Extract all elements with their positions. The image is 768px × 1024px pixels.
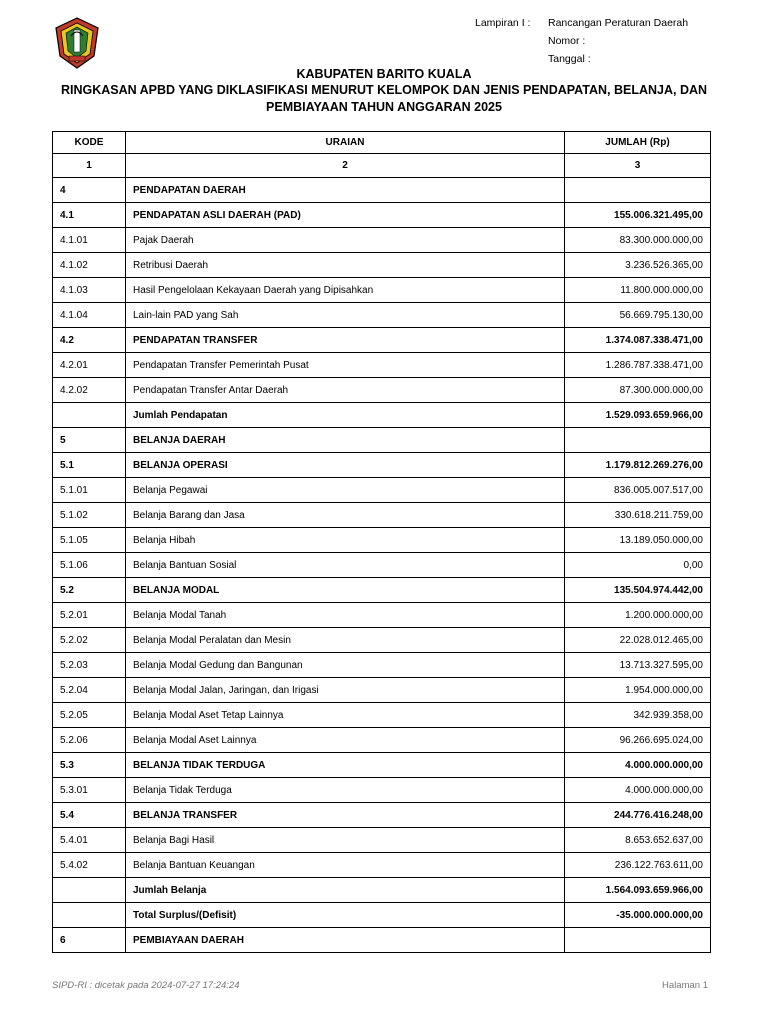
nomor-label: Nomor :: [548, 35, 586, 47]
row-jumlah: 1.286.787.338.471,00: [565, 353, 711, 378]
row-uraian: Belanja Barang dan Jasa: [126, 503, 565, 528]
row-jumlah: 330.618.211.759,00: [565, 503, 711, 528]
table-row: [53, 178, 711, 203]
row-kode: 4.1.01: [53, 228, 126, 253]
table-row: [53, 803, 711, 828]
row-kode: 5.4.01: [53, 828, 126, 853]
table-row: [53, 903, 711, 928]
print-timestamp: SIPD-RI : dicetak pada 2024-07-27 17:24:24: [52, 980, 240, 991]
row-jumlah: 1.564.093.659.966,00: [565, 878, 711, 903]
regency-logo: [52, 16, 102, 70]
row-kode: 5.2.05: [53, 703, 126, 728]
row-uraian: PENDAPATAN ASLI DAERAH (PAD): [126, 203, 565, 228]
lampiran-value: Rancangan Peraturan Daerah: [548, 17, 689, 29]
row-uraian: Hasil Pengelolaan Kekayaan Daerah yang Dipisahkan: [126, 278, 565, 303]
table-row: [53, 278, 711, 303]
row-uraian: BELANJA TRANSFER: [126, 803, 565, 828]
table-row: [53, 478, 711, 503]
row-kode: [53, 403, 126, 428]
row-uraian: Pajak Daerah: [126, 228, 565, 253]
row-jumlah: 13.713.327.595,00: [565, 653, 711, 678]
tanggal-label: Tanggal :: [548, 53, 591, 65]
row-jumlah: -35.000.000.000,00: [565, 903, 711, 928]
row-kode: 4.1: [53, 203, 126, 228]
table-row: [53, 728, 711, 753]
table-row: [53, 328, 711, 353]
row-kode: 5.3.01: [53, 778, 126, 803]
table-row: [53, 353, 711, 378]
row-kode: 4.2.02: [53, 378, 126, 403]
row-kode: 4: [53, 178, 126, 203]
row-jumlah: [565, 178, 711, 203]
row-kode: 4.1.02: [53, 253, 126, 278]
document-title: [0, 67, 768, 116]
table-body: [53, 178, 711, 953]
table-row: [53, 528, 711, 553]
table-row: [53, 203, 711, 228]
table-row: [53, 928, 711, 953]
row-kode: [53, 878, 126, 903]
row-jumlah: 4.000.000.000,00: [565, 753, 711, 778]
title-line-2: RINGKASAN APBD YANG DIKLASIFIKASI MENURUT KELOMPOK DAN JENIS PENDAPATAN, BELANJA, DAN: [60, 83, 708, 97]
row-uraian: Pendapatan Transfer Pemerintah Pusat: [126, 353, 565, 378]
row-uraian: Belanja Modal Jalan, Jaringan, dan Irigasi: [126, 678, 565, 703]
row-jumlah: 56.669.795.130,00: [565, 303, 711, 328]
row-uraian: Belanja Modal Gedung dan Bangunan: [126, 653, 565, 678]
row-jumlah: 3.236.526.365,00: [565, 253, 711, 278]
table-row: [53, 653, 711, 678]
header-uraian: URAIAN: [126, 132, 565, 154]
row-uraian: Belanja Bantuan Keuangan: [126, 853, 565, 878]
row-jumlah: 8.653.652.637,00: [565, 828, 711, 853]
row-uraian: PEMBIAYAAN DAERAH: [126, 928, 565, 953]
row-jumlah: 836.005.007.517,00: [565, 478, 711, 503]
row-uraian: Lain-lain PAD yang Sah: [126, 303, 565, 328]
row-jumlah: 87.300.000.000,00: [565, 378, 711, 403]
table-row: [53, 553, 711, 578]
row-kode: 5: [53, 428, 126, 453]
row-jumlah: 1.529.093.659.966,00: [565, 403, 711, 428]
title-line-3: PEMBIAYAAN TAHUN ANGGARAN 2025: [266, 100, 502, 114]
table-row: [53, 228, 711, 253]
row-kode: 5.3: [53, 753, 126, 778]
row-uraian: Belanja Tidak Terduga: [126, 778, 565, 803]
table-row: [53, 828, 711, 853]
table-row: [53, 878, 711, 903]
title-regency: KABUPATEN BARITO KUALA: [296, 67, 472, 81]
table-row: [53, 603, 711, 628]
row-kode: 5.2.02: [53, 628, 126, 653]
row-uraian: Belanja Modal Aset Tetap Lainnya: [126, 703, 565, 728]
row-jumlah: 22.028.012.465,00: [565, 628, 711, 653]
row-kode: 4.1.04: [53, 303, 126, 328]
row-uraian: Jumlah Belanja: [126, 878, 565, 903]
budget-summary-table: [52, 131, 711, 953]
row-uraian: BELANJA DAERAH: [126, 428, 565, 453]
col-number-2: 2: [126, 154, 565, 178]
row-kode: 6: [53, 928, 126, 953]
table-row: [53, 703, 711, 728]
row-jumlah: 1.954.000.000,00: [565, 678, 711, 703]
table-row: [53, 378, 711, 403]
row-jumlah: 236.122.763.611,00: [565, 853, 711, 878]
table-row: [53, 753, 711, 778]
column-number-row: [53, 154, 711, 178]
table-row: [53, 628, 711, 653]
row-jumlah: 4.000.000.000,00: [565, 778, 711, 803]
table-row: [53, 778, 711, 803]
row-kode: 5.4.02: [53, 853, 126, 878]
row-kode: 5.4: [53, 803, 126, 828]
row-kode: 5.2.04: [53, 678, 126, 703]
row-jumlah: 1.200.000.000,00: [565, 603, 711, 628]
row-uraian: Jumlah Pendapatan: [126, 403, 565, 428]
row-kode: 5.1: [53, 453, 126, 478]
row-jumlah: 83.300.000.000,00: [565, 228, 711, 253]
col-number-3: 3: [565, 154, 711, 178]
lampiran-label: Lampiran I :: [475, 17, 531, 29]
table-header-row: [53, 132, 711, 154]
row-jumlah: 342.939.358,00: [565, 703, 711, 728]
row-kode: 5.1.01: [53, 478, 126, 503]
row-uraian: Belanja Modal Aset Lainnya: [126, 728, 565, 753]
row-jumlah: 1.374.087.338.471,00: [565, 328, 711, 353]
row-kode: 5.1.05: [53, 528, 126, 553]
row-uraian: BELANJA TIDAK TERDUGA: [126, 753, 565, 778]
row-uraian: Belanja Modal Peralatan dan Mesin: [126, 628, 565, 653]
table-row: [53, 678, 711, 703]
row-jumlah: 13.189.050.000,00: [565, 528, 711, 553]
col-number-1: 1: [53, 154, 126, 178]
row-jumlah: [565, 428, 711, 453]
row-uraian: Total Surplus/(Defisit): [126, 903, 565, 928]
table-row: [53, 428, 711, 453]
header-kode: KODE: [53, 132, 126, 154]
table-row: [53, 853, 711, 878]
row-jumlah: 244.776.416.248,00: [565, 803, 711, 828]
row-kode: 4.1.03: [53, 278, 126, 303]
row-uraian: Belanja Modal Tanah: [126, 603, 565, 628]
table-row: [53, 453, 711, 478]
page-number: Halaman 1: [662, 980, 708, 991]
row-jumlah: 96.266.695.024,00: [565, 728, 711, 753]
row-kode: 4.2.01: [53, 353, 126, 378]
row-uraian: Pendapatan Transfer Antar Daerah: [126, 378, 565, 403]
row-uraian: Belanja Bagi Hasil: [126, 828, 565, 853]
table-row: [53, 403, 711, 428]
row-uraian: Retribusi Daerah: [126, 253, 565, 278]
row-kode: 5.2.06: [53, 728, 126, 753]
row-uraian: PENDAPATAN DAERAH: [126, 178, 565, 203]
row-uraian: Belanja Hibah: [126, 528, 565, 553]
table-row: [53, 578, 711, 603]
row-kode: [53, 903, 126, 928]
row-uraian: Belanja Pegawai: [126, 478, 565, 503]
row-kode: 4.2: [53, 328, 126, 353]
row-kode: 5.2.01: [53, 603, 126, 628]
row-kode: 5.2: [53, 578, 126, 603]
document-meta: [475, 14, 688, 68]
row-uraian: PENDAPATAN TRANSFER: [126, 328, 565, 353]
table-row: [53, 503, 711, 528]
row-kode: 5.1.06: [53, 553, 126, 578]
row-uraian: BELANJA MODAL: [126, 578, 565, 603]
row-kode: 5.2.03: [53, 653, 126, 678]
table-row: [53, 303, 711, 328]
table-row: [53, 253, 711, 278]
row-kode: 5.1.02: [53, 503, 126, 528]
row-jumlah: 1.179.812.269.276,00: [565, 453, 711, 478]
row-jumlah: 155.006.321.495,00: [565, 203, 711, 228]
row-jumlah: 135.504.974.442,00: [565, 578, 711, 603]
row-jumlah: 0,00: [565, 553, 711, 578]
row-uraian: BELANJA OPERASI: [126, 453, 565, 478]
header-jumlah: JUMLAH (Rp): [565, 132, 711, 154]
row-jumlah: [565, 928, 711, 953]
row-uraian: Belanja Bantuan Sosial: [126, 553, 565, 578]
row-jumlah: 11.800.000.000,00: [565, 278, 711, 303]
